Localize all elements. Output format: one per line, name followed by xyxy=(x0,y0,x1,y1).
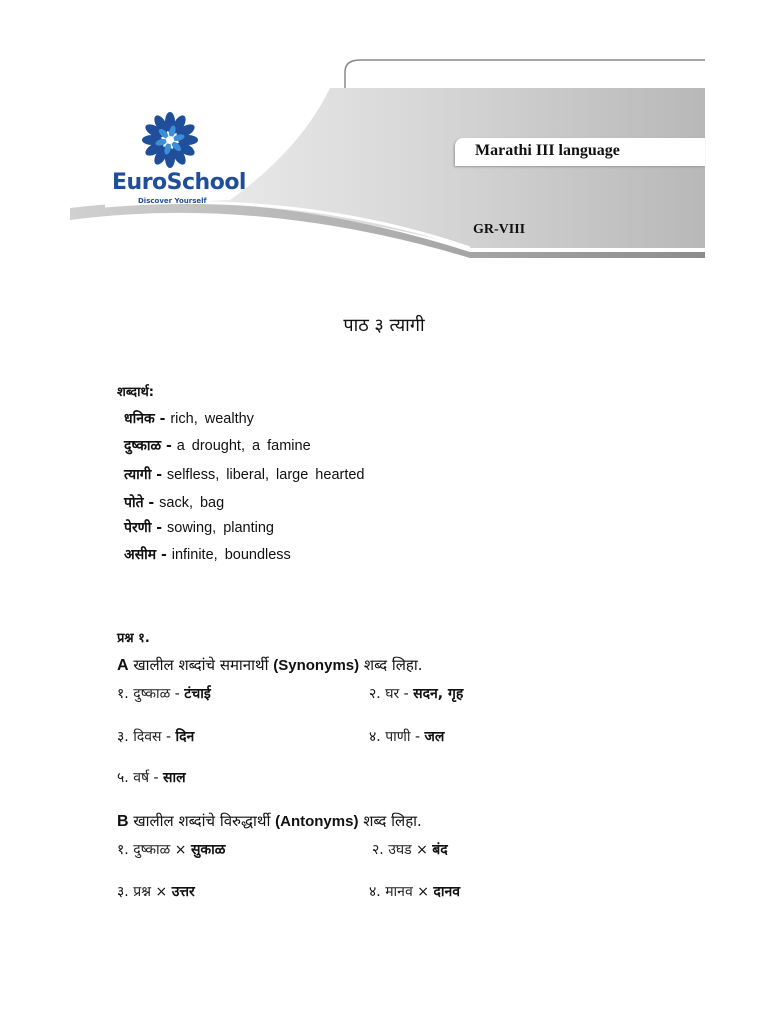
vocab-word: असीम xyxy=(124,547,157,563)
vocab-item xyxy=(124,436,311,455)
instruction-text: शब्द लिहा. xyxy=(358,812,422,830)
header-swoosh-graphic xyxy=(0,0,768,270)
vocab-item xyxy=(124,493,224,512)
vocab-item xyxy=(124,518,274,537)
vocab-word: दुष्काळ xyxy=(124,438,162,454)
part-a-instruction xyxy=(117,655,423,675)
item-number: १. xyxy=(117,686,129,702)
item-answer: साल xyxy=(163,770,186,786)
item-number: १. xyxy=(117,842,129,858)
item-number: २. xyxy=(372,842,384,858)
instruction-english: (Antonyms) xyxy=(275,813,359,830)
item-separator: - xyxy=(149,770,164,786)
item-word: मानव xyxy=(385,884,413,900)
question-number: प्रश्न १. xyxy=(117,631,150,646)
vocab-separator: - xyxy=(151,467,167,483)
vocab-separator: - xyxy=(151,520,167,536)
grade-label: GR-VIII xyxy=(473,222,526,237)
vocab-item xyxy=(124,545,291,564)
instruction-text: शब्द लिहा. xyxy=(359,656,423,674)
item-word: उघड xyxy=(388,842,412,858)
item-answer: दानव xyxy=(433,884,461,900)
item-separator: - xyxy=(410,729,425,745)
item-word: प्रश्न xyxy=(133,884,152,900)
item-number: ३. xyxy=(117,884,129,900)
item-separator: - xyxy=(399,686,414,702)
vocab-meaning: selfless, liberal, large hearted xyxy=(166,467,365,483)
antonym-item xyxy=(117,882,195,901)
item-answer: सुकाळ xyxy=(190,842,226,858)
antonym-item xyxy=(369,882,460,901)
vocab-separator: - xyxy=(154,411,171,427)
vocab-separator: - xyxy=(156,547,172,563)
item-word: दुष्काळ xyxy=(133,686,171,702)
item-number: ३. xyxy=(117,729,129,745)
item-answer: सदन, गृह xyxy=(413,686,464,702)
item-separator: - xyxy=(161,729,176,745)
item-word: दिवस xyxy=(133,729,162,745)
vocab-meaning: infinite, boundless xyxy=(171,547,291,563)
instruction-english: (Synonyms) xyxy=(273,657,360,674)
subject-label: Marathi III language xyxy=(475,142,620,159)
item-word: घर xyxy=(385,686,400,702)
synonym-item xyxy=(369,727,444,746)
synonym-item xyxy=(117,684,211,703)
lesson-title: पाठ ३ त्यागी xyxy=(343,315,425,336)
item-answer: जल xyxy=(424,729,445,745)
item-number: ५. xyxy=(117,770,129,786)
antonym-item xyxy=(372,840,448,859)
item-word: वर्ष xyxy=(133,770,150,786)
antonym-item xyxy=(117,840,225,859)
vocab-meaning: rich, wealthy xyxy=(170,411,254,427)
item-answer: टंचाई xyxy=(184,686,211,702)
item-answer: दिन xyxy=(175,729,195,745)
vocab-item xyxy=(124,409,254,428)
item-answer: बंद xyxy=(432,842,448,858)
instruction-text: खालील शब्दांचे समानार्थी xyxy=(128,656,274,674)
item-answer: उत्तर xyxy=(171,884,195,900)
part-b-instruction xyxy=(117,811,422,831)
vocab-separator: - xyxy=(161,438,177,454)
item-separator: × xyxy=(412,884,434,900)
vocab-word: पोते xyxy=(124,495,144,511)
vocab-meaning: a drought, a famine xyxy=(176,438,311,454)
item-number: २. xyxy=(369,686,381,702)
vocabulary-heading: शब्दार्थ: xyxy=(117,385,154,400)
item-word: दुष्काळ xyxy=(133,842,171,858)
synonym-item xyxy=(117,768,186,787)
synonym-item xyxy=(369,684,463,703)
vocab-separator: - xyxy=(143,495,160,511)
logo-tagline: Discover Yourself xyxy=(138,197,207,205)
subject-box xyxy=(455,138,705,166)
logo-text: EuroSchool xyxy=(112,170,246,195)
part-letter: A xyxy=(117,657,129,674)
vocab-meaning: sowing, planting xyxy=(167,520,274,536)
header-banner xyxy=(0,0,768,270)
instruction-text: खालील शब्दांचे विरुद्धार्थी xyxy=(128,812,276,830)
item-separator: - xyxy=(170,686,185,702)
item-number: ४. xyxy=(369,884,381,900)
item-separator: × xyxy=(151,884,172,900)
item-separator: × xyxy=(170,842,191,858)
vocab-word: त्यागी xyxy=(124,467,152,483)
synonym-item xyxy=(117,727,194,746)
vocab-meaning: sack, bag xyxy=(159,495,225,511)
part-letter: B xyxy=(117,813,129,830)
vocab-word: धनिक xyxy=(124,411,155,427)
item-separator: × xyxy=(411,842,433,858)
item-number: ४. xyxy=(369,729,381,745)
vocab-item xyxy=(124,465,365,484)
vocab-word: पेरणी xyxy=(124,520,152,536)
item-word: पाणी xyxy=(385,729,411,745)
